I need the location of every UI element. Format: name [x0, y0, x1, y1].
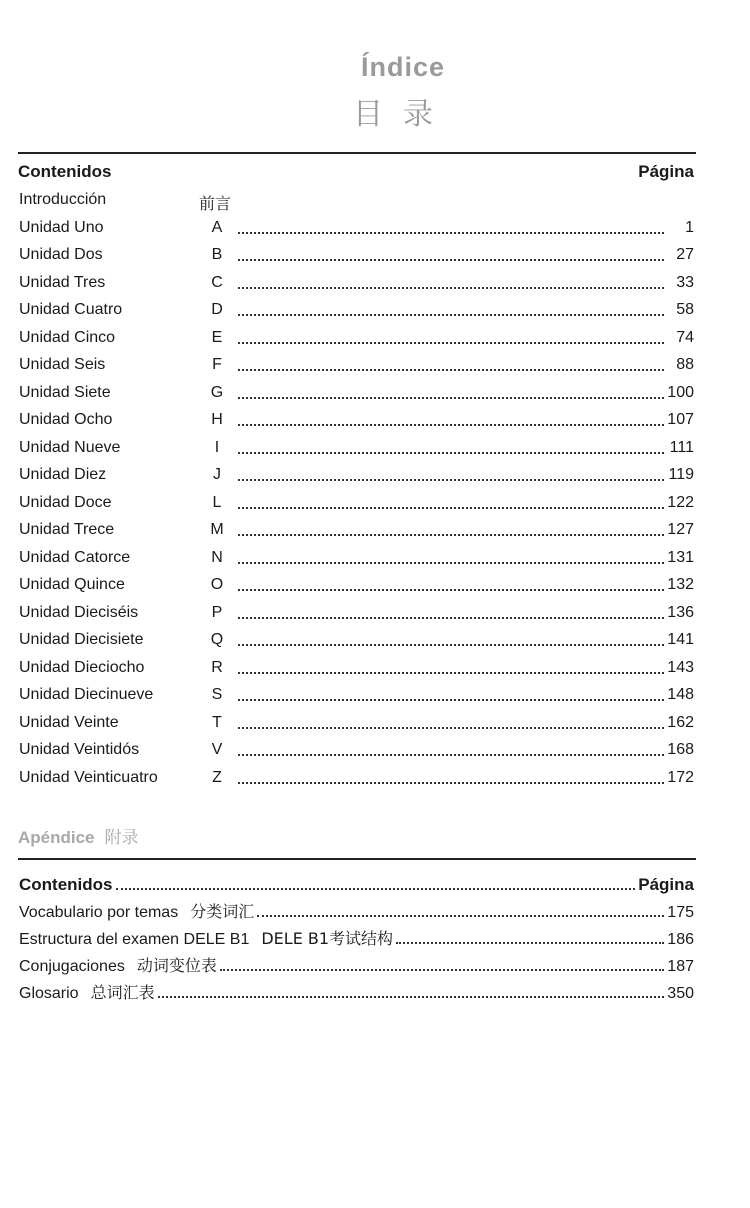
toc-entry-letter: J [213, 466, 221, 483]
appendix-row[interactable] [18, 976, 694, 1003]
toc-entry-page: 168 [667, 741, 694, 758]
toc-entry-letter: P [211, 603, 223, 621]
dot-leader [238, 672, 664, 674]
toc-row[interactable] [18, 408, 694, 436]
dot-leader [116, 888, 636, 890]
toc-row[interactable] [18, 436, 694, 464]
appendix-entry-page: 186 [667, 931, 694, 948]
toc-row[interactable] [18, 573, 694, 601]
toc-entry-name: Unidad Cinco [19, 328, 116, 346]
contents-header-right: Página [638, 162, 694, 181]
toc-entry-letter: G [210, 383, 224, 401]
toc-row[interactable] [18, 656, 694, 684]
toc-row[interactable] [18, 628, 694, 656]
toc-entry-page: 100 [667, 383, 694, 401]
toc-entry-page: 162 [667, 713, 694, 731]
dot-leader [238, 644, 664, 646]
toc-row[interactable] [18, 243, 694, 271]
toc-entry-name: Unidad Trece [19, 521, 115, 538]
appendix-row[interactable] [18, 922, 694, 949]
appendix-header-row [18, 868, 694, 895]
toc-entry-name: Unidad Veinticuatro [19, 768, 158, 786]
toc-entry-page: 136 [667, 603, 694, 621]
appendix-row[interactable] [18, 949, 694, 976]
appendix-entry-name: Estructura del examen DELE B1 [19, 931, 250, 948]
dot-leader [238, 232, 664, 234]
toc-entry-letter: Z [212, 768, 222, 786]
toc-entry-name: Unidad Doce [19, 493, 112, 511]
appendix-heading [18, 823, 139, 848]
toc-entry-name: Unidad Dos [19, 246, 103, 263]
toc-entry-name: Unidad Catorce [19, 548, 131, 566]
dot-leader [238, 314, 664, 316]
page-title-block [0, 52, 750, 133]
toc-entry-name: Unidad Uno [19, 218, 104, 236]
toc-entry-page: 141 [667, 631, 694, 648]
toc-row[interactable] [18, 216, 694, 244]
toc-entry-name: Unidad Nueve [19, 438, 121, 456]
dot-leader [238, 259, 664, 261]
dot-leader [238, 287, 664, 289]
toc-entry-letter: D [211, 301, 223, 318]
toc-entry-letter: V [211, 741, 223, 758]
toc-entry-letter: C [211, 273, 223, 291]
dot-leader [238, 369, 664, 371]
toc-row[interactable] [18, 353, 694, 381]
toc-entry-page: 119 [668, 466, 694, 483]
toc-entry-chinese: 前言 [199, 194, 232, 213]
dot-leader [238, 727, 664, 729]
toc-entry-name: Unidad Seis [19, 356, 106, 373]
dot-leader [238, 754, 664, 756]
toc-entry-page: 88 [676, 356, 694, 373]
toc-entry-name: Unidad Diecisiete [19, 631, 144, 648]
appendix-row[interactable] [18, 895, 694, 922]
toc-row-intro[interactable] [18, 188, 694, 216]
appendix-list [18, 868, 694, 1003]
appendix-entry-chinese: 动词变位表 [136, 956, 217, 975]
table-of-contents [18, 188, 694, 793]
toc-entry-letter: H [211, 411, 223, 428]
toc-entry-page: 127 [667, 521, 694, 538]
dot-leader [238, 507, 664, 509]
appendix-entry-chinese: 总词汇表 [90, 983, 155, 1002]
appendix-header-left: Contenidos [19, 875, 113, 894]
toc-entry-letter: F [212, 356, 222, 373]
toc-row[interactable] [18, 683, 694, 711]
toc-entry-page: 107 [667, 411, 694, 428]
dot-leader [238, 782, 664, 784]
dot-leader [396, 942, 664, 944]
appendix-entry-name: Vocabulario por temas [19, 904, 179, 921]
appendix-entry-page: 175 [667, 904, 694, 921]
toc-entry-page: 58 [676, 301, 694, 318]
toc-row[interactable] [18, 491, 694, 519]
dot-leader [220, 969, 664, 971]
toc-entry-name: Unidad Cuatro [19, 301, 123, 318]
page-title: Índice [360, 52, 446, 82]
dot-leader [238, 479, 664, 481]
toc-entry-page: 111 [669, 438, 694, 456]
page-title-chinese: 目录 [353, 97, 453, 132]
toc-row[interactable] [18, 381, 694, 409]
toc-row[interactable] [18, 766, 694, 794]
dot-leader [238, 617, 664, 619]
toc-entry-page: 132 [667, 576, 694, 593]
toc-row[interactable] [18, 298, 694, 326]
dot-leader [238, 397, 664, 399]
toc-row[interactable] [18, 326, 694, 354]
top-divider [18, 152, 696, 154]
toc-row[interactable] [18, 518, 694, 546]
toc-entry-page: 1 [685, 218, 694, 236]
toc-entry-page: 27 [676, 246, 694, 263]
toc-row[interactable] [18, 463, 694, 491]
toc-entry-letter: O [210, 576, 224, 593]
toc-entry-page: 74 [676, 328, 694, 346]
dot-leader [238, 342, 664, 344]
appendix-entry-chinese: DELE B1考试结构 [261, 929, 394, 948]
dot-leader [238, 562, 664, 564]
toc-entry-name: Unidad Veinte [19, 713, 119, 731]
toc-entry-letter: I [214, 438, 220, 456]
toc-entry-letter: E [211, 328, 223, 346]
dot-leader [257, 915, 664, 917]
toc-entry-name: Unidad Quince [19, 576, 125, 593]
toc-entry-letter: R [211, 658, 223, 676]
contents-header-left: Contenidos [18, 162, 112, 181]
toc-entry-letter: Q [210, 631, 224, 648]
toc-entry-letter: T [212, 713, 222, 731]
dot-leader [238, 534, 664, 536]
toc-row[interactable] [18, 546, 694, 574]
toc-entry-letter: N [211, 548, 223, 566]
appendix-label: Apéndice [18, 828, 95, 847]
appendix-divider [18, 858, 696, 860]
toc-entry-name: Unidad Tres [19, 273, 106, 291]
toc-entry-name: Unidad Diez [19, 466, 107, 483]
toc-entry-name: Introducción [19, 191, 107, 208]
toc-entry-name: Unidad Ocho [19, 411, 113, 428]
toc-entry-name: Unidad Veintidós [19, 741, 140, 758]
toc-row[interactable] [18, 738, 694, 766]
appendix-label-chinese: 附录 [104, 828, 139, 848]
toc-entry-page: 148 [667, 686, 694, 703]
toc-entry-name: Unidad Siete [19, 383, 111, 401]
toc-entry-name: Unidad Diecinueve [19, 686, 154, 703]
toc-entry-name: Unidad Dieciocho [19, 658, 145, 676]
dot-leader [238, 589, 664, 591]
appendix-entry-page: 350 [667, 985, 694, 1002]
toc-entry-page: 131 [667, 548, 694, 566]
toc-entry-letter: S [211, 686, 223, 703]
toc-entry-page: 33 [676, 273, 694, 291]
dot-leader [158, 996, 665, 998]
contents-header [18, 162, 694, 182]
toc-entry-letter: A [211, 218, 223, 236]
toc-row[interactable] [18, 271, 694, 299]
appendix-entry-page: 187 [667, 958, 694, 975]
dot-leader [238, 699, 664, 701]
appendix-entry-chinese: 分类词汇 [190, 902, 255, 921]
toc-entry-letter: M [210, 521, 224, 538]
dot-leader [238, 424, 664, 426]
toc-entry-letter: B [211, 246, 223, 263]
appendix-entry-name: Glosario [19, 985, 79, 1002]
toc-row[interactable] [18, 711, 694, 739]
toc-entry-letter: L [212, 493, 222, 511]
toc-row[interactable] [18, 601, 694, 629]
appendix-entry-name: Conjugaciones [19, 958, 125, 975]
toc-entry-page: 172 [667, 768, 694, 786]
toc-entry-page: 122 [667, 493, 694, 511]
dot-leader [238, 452, 664, 454]
appendix-header-right: Página [638, 875, 694, 894]
toc-entry-page: 143 [667, 658, 694, 676]
toc-entry-name: Unidad Dieciséis [19, 603, 139, 621]
